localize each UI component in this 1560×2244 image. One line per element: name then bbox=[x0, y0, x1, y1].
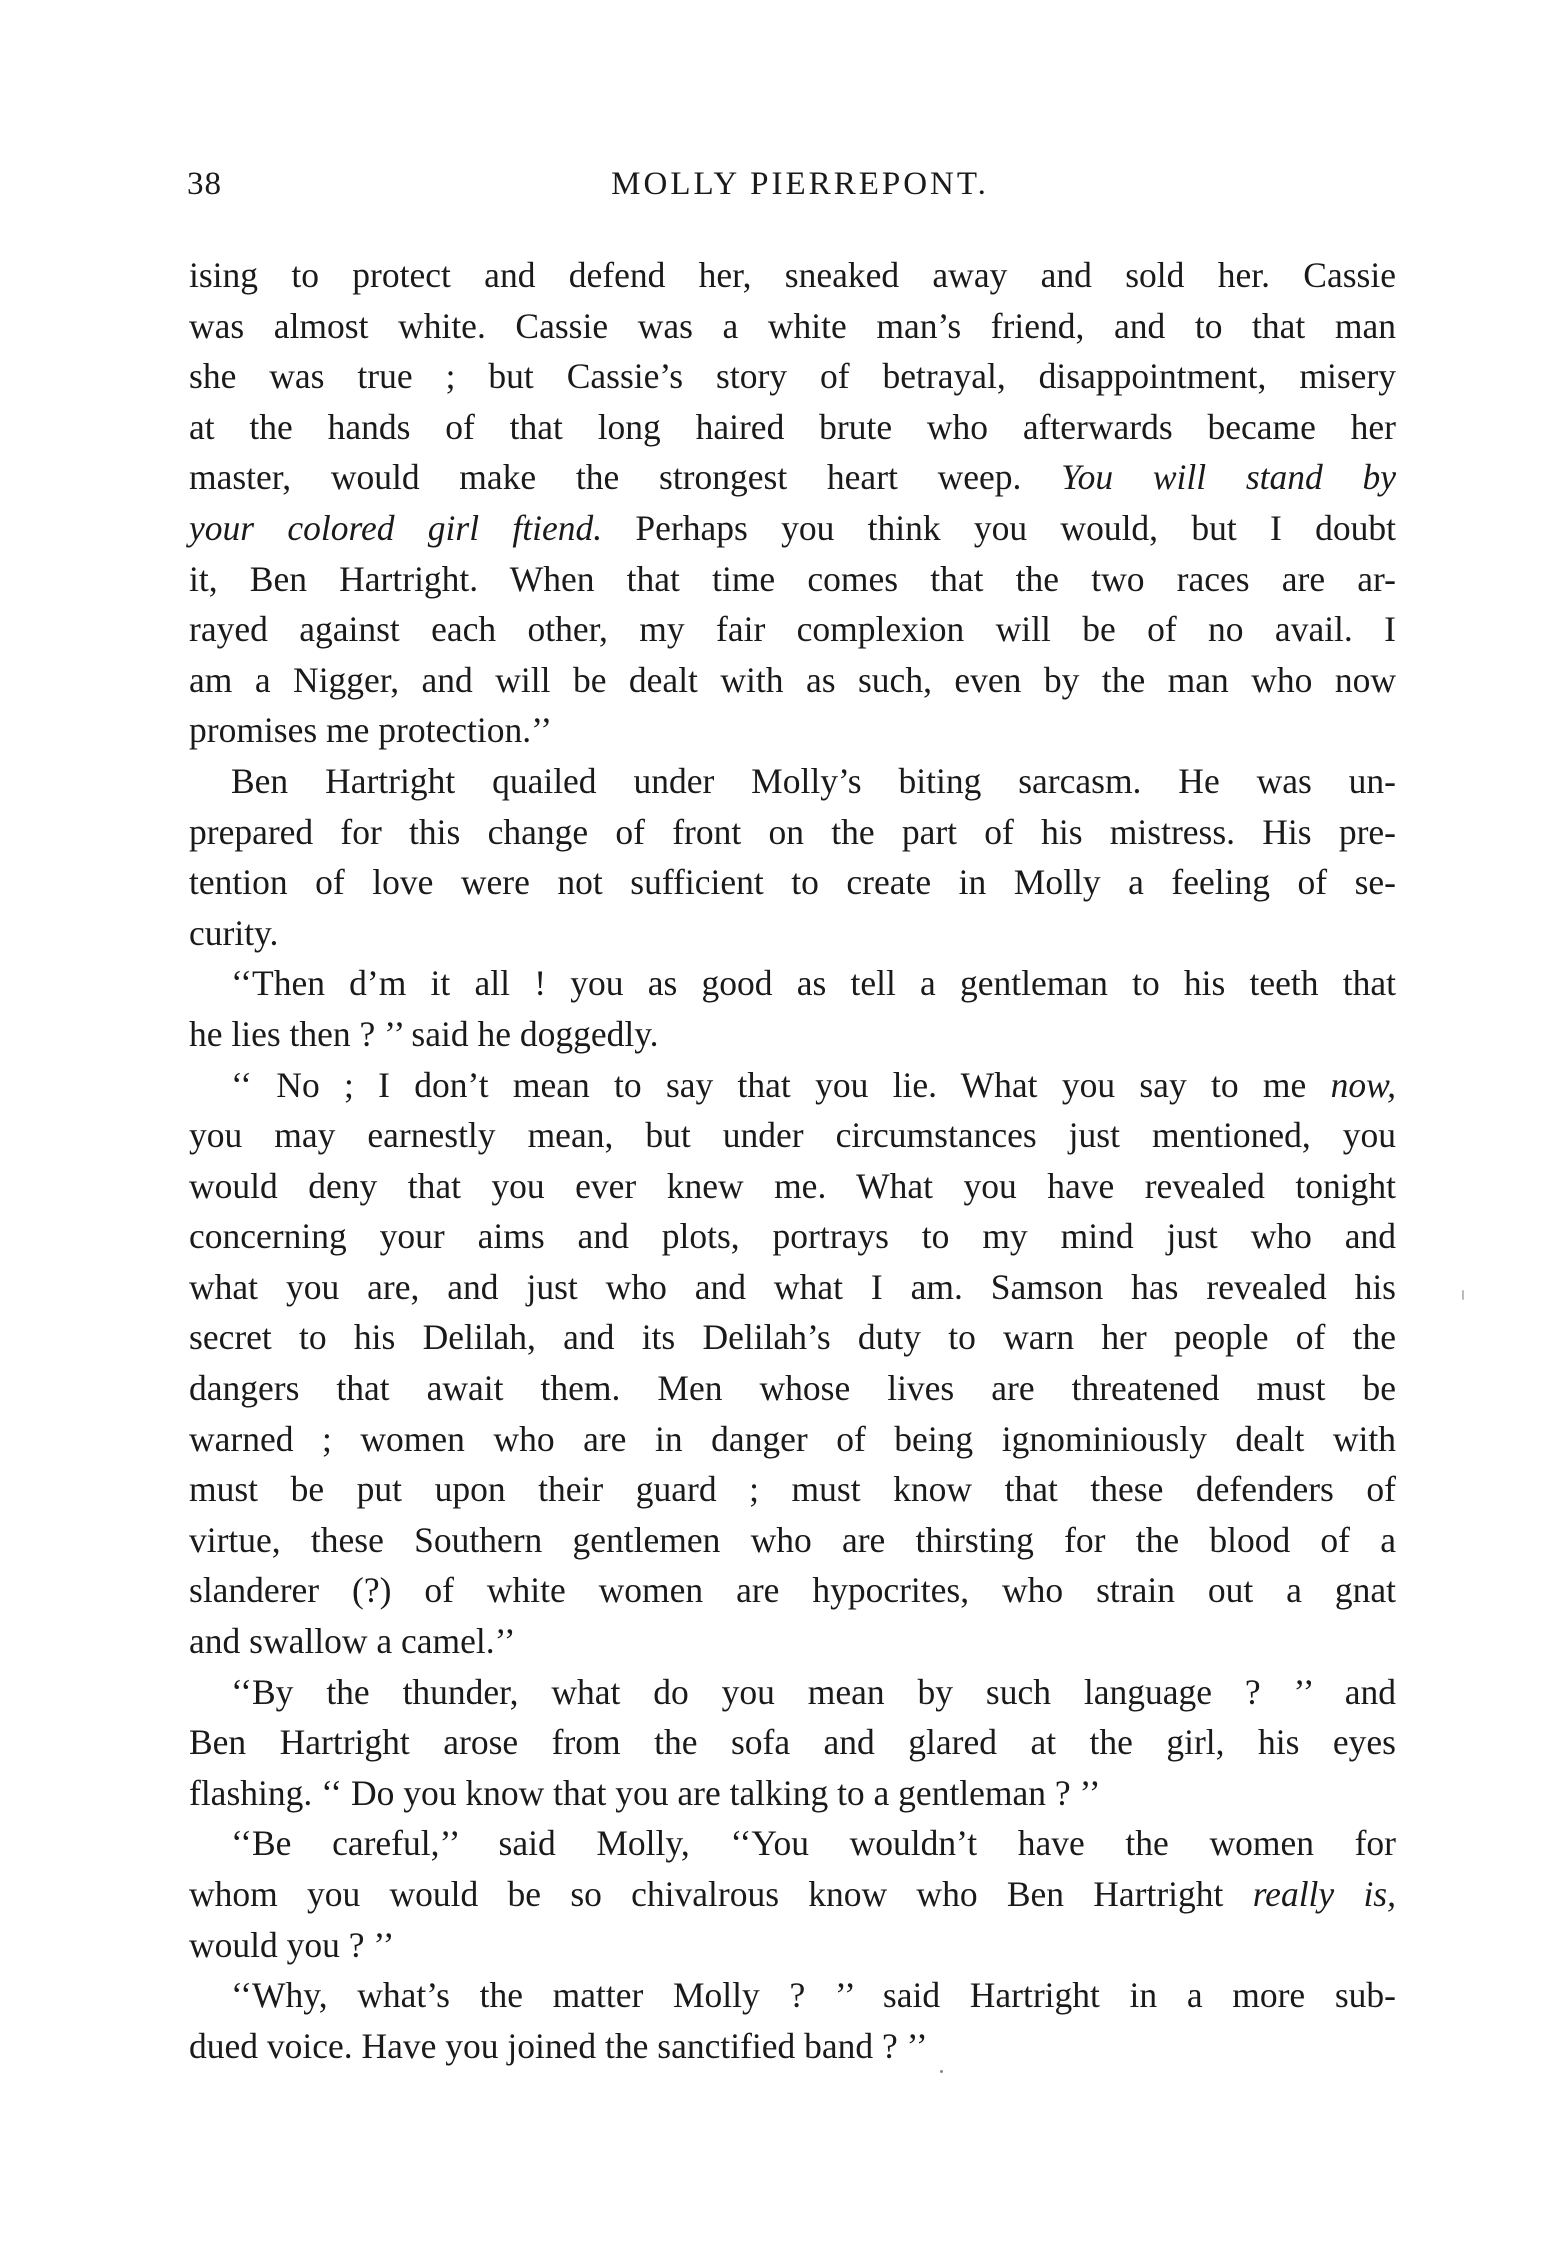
text-line: secret to his Delilah, and its Delilah’s duty to warn her people of the bbox=[189, 1317, 1396, 1358]
text-line: warned ; women who are in danger of being ignominiously dealt with bbox=[189, 1418, 1396, 1459]
text-line: dued voice. Have you joined the sanctified band ? ’’ bbox=[189, 2025, 928, 2066]
text-line: Ben Hartright quailed under Molly’s biting sarcasm. He was un- bbox=[231, 760, 1396, 801]
text-line: must be put upon their guard ; must know that these defenders of bbox=[189, 1469, 1396, 1510]
text-line: whom you would be so chivalrous know who Ben Hartright really is, bbox=[189, 1874, 1396, 1914]
text-line: ‘‘Be careful,’’ said Molly, ‘‘You wouldn’t have the women for bbox=[231, 1823, 1396, 1864]
text-line: am a Nigger, and will be dealt with as such, even by the man who now bbox=[189, 659, 1396, 700]
text-line: was almost white. Cassie was a white man’s friend, and to that man bbox=[189, 305, 1396, 346]
text-line: you may earnestly mean, but under circumstances just mentioned, you bbox=[189, 1115, 1396, 1156]
text-line: ‘‘Why, what’s the matter Molly ? ’’ said Hartright in a more sub- bbox=[231, 1975, 1396, 2016]
text-line: ‘‘By the thunder, what do you mean by such language ? ’’ and bbox=[231, 1671, 1396, 1712]
text-line: at the hands of that long haired brute who afterwards became her bbox=[189, 406, 1396, 447]
text-line: flashing. ‘‘ Do you know that you are talking to a gentleman ? ’’ bbox=[189, 1772, 1101, 1813]
text-line: would you ? ’’ bbox=[189, 1924, 395, 1965]
text-line: slanderer (?) of white women are hypocrites, who strain out a gnat bbox=[189, 1570, 1396, 1611]
text-line: he lies then ? ’’ said he doggedly. bbox=[189, 1013, 659, 1054]
running-title: MOLLY PIERREPONT. bbox=[611, 166, 989, 202]
text-line: your colored girl ftiend. Perhaps you think you would, but I doubt bbox=[189, 507, 1396, 548]
text-line: and swallow a camel.’’ bbox=[189, 1621, 516, 1662]
text-line: dangers that await them. Men whose lives are threatened must be bbox=[189, 1368, 1396, 1409]
print-speck bbox=[1462, 1290, 1464, 1300]
text-line: concerning your aims and plots, portrays to my mind just who and bbox=[189, 1216, 1396, 1257]
text-line: prepared for this change of front on the part of his mistress. His pre- bbox=[189, 811, 1396, 852]
text-line: she was true ; but Cassie’s story of betrayal, disappointment, misery bbox=[189, 356, 1396, 397]
text-line: rayed against each other, my fair complexion will be of no avail. I bbox=[189, 609, 1396, 650]
text-line: ‘‘ No ; I don’t mean to say that you lie. What you say to me now, bbox=[231, 1064, 1396, 1105]
text-line: curity. bbox=[189, 912, 279, 953]
body-text bbox=[189, 250, 1396, 2071]
page-number: 38 bbox=[187, 166, 222, 202]
text-line: master, would make the strongest heart weep. You will stand by bbox=[189, 457, 1397, 498]
text-line: promises me protection.’’ bbox=[189, 710, 553, 751]
text-line: ising to protect and defend her, sneaked away and sold her. Cassie bbox=[189, 255, 1396, 295]
text-line: Ben Hartright arose from the sofa and glared at the girl, his eyes bbox=[189, 1722, 1396, 1763]
text-line: what you are, and just who and what I am. Samson has revealed his bbox=[189, 1266, 1396, 1307]
text-line: virtue, these Southern gentlemen who are thirsting for the blood of a bbox=[189, 1519, 1396, 1560]
text-line: ‘‘Then d’m it all ! you as good as tell a gentleman to his teeth that bbox=[231, 963, 1396, 1004]
text-line: would deny that you ever knew me. What you have revealed tonight bbox=[189, 1165, 1396, 1206]
text-line: it, Ben Hartright. When that time comes that the two races are ar- bbox=[189, 558, 1396, 599]
text-line: tention of love were not sufficient to create in Molly a feeling of se- bbox=[189, 862, 1396, 903]
print-speck bbox=[940, 2070, 943, 2073]
